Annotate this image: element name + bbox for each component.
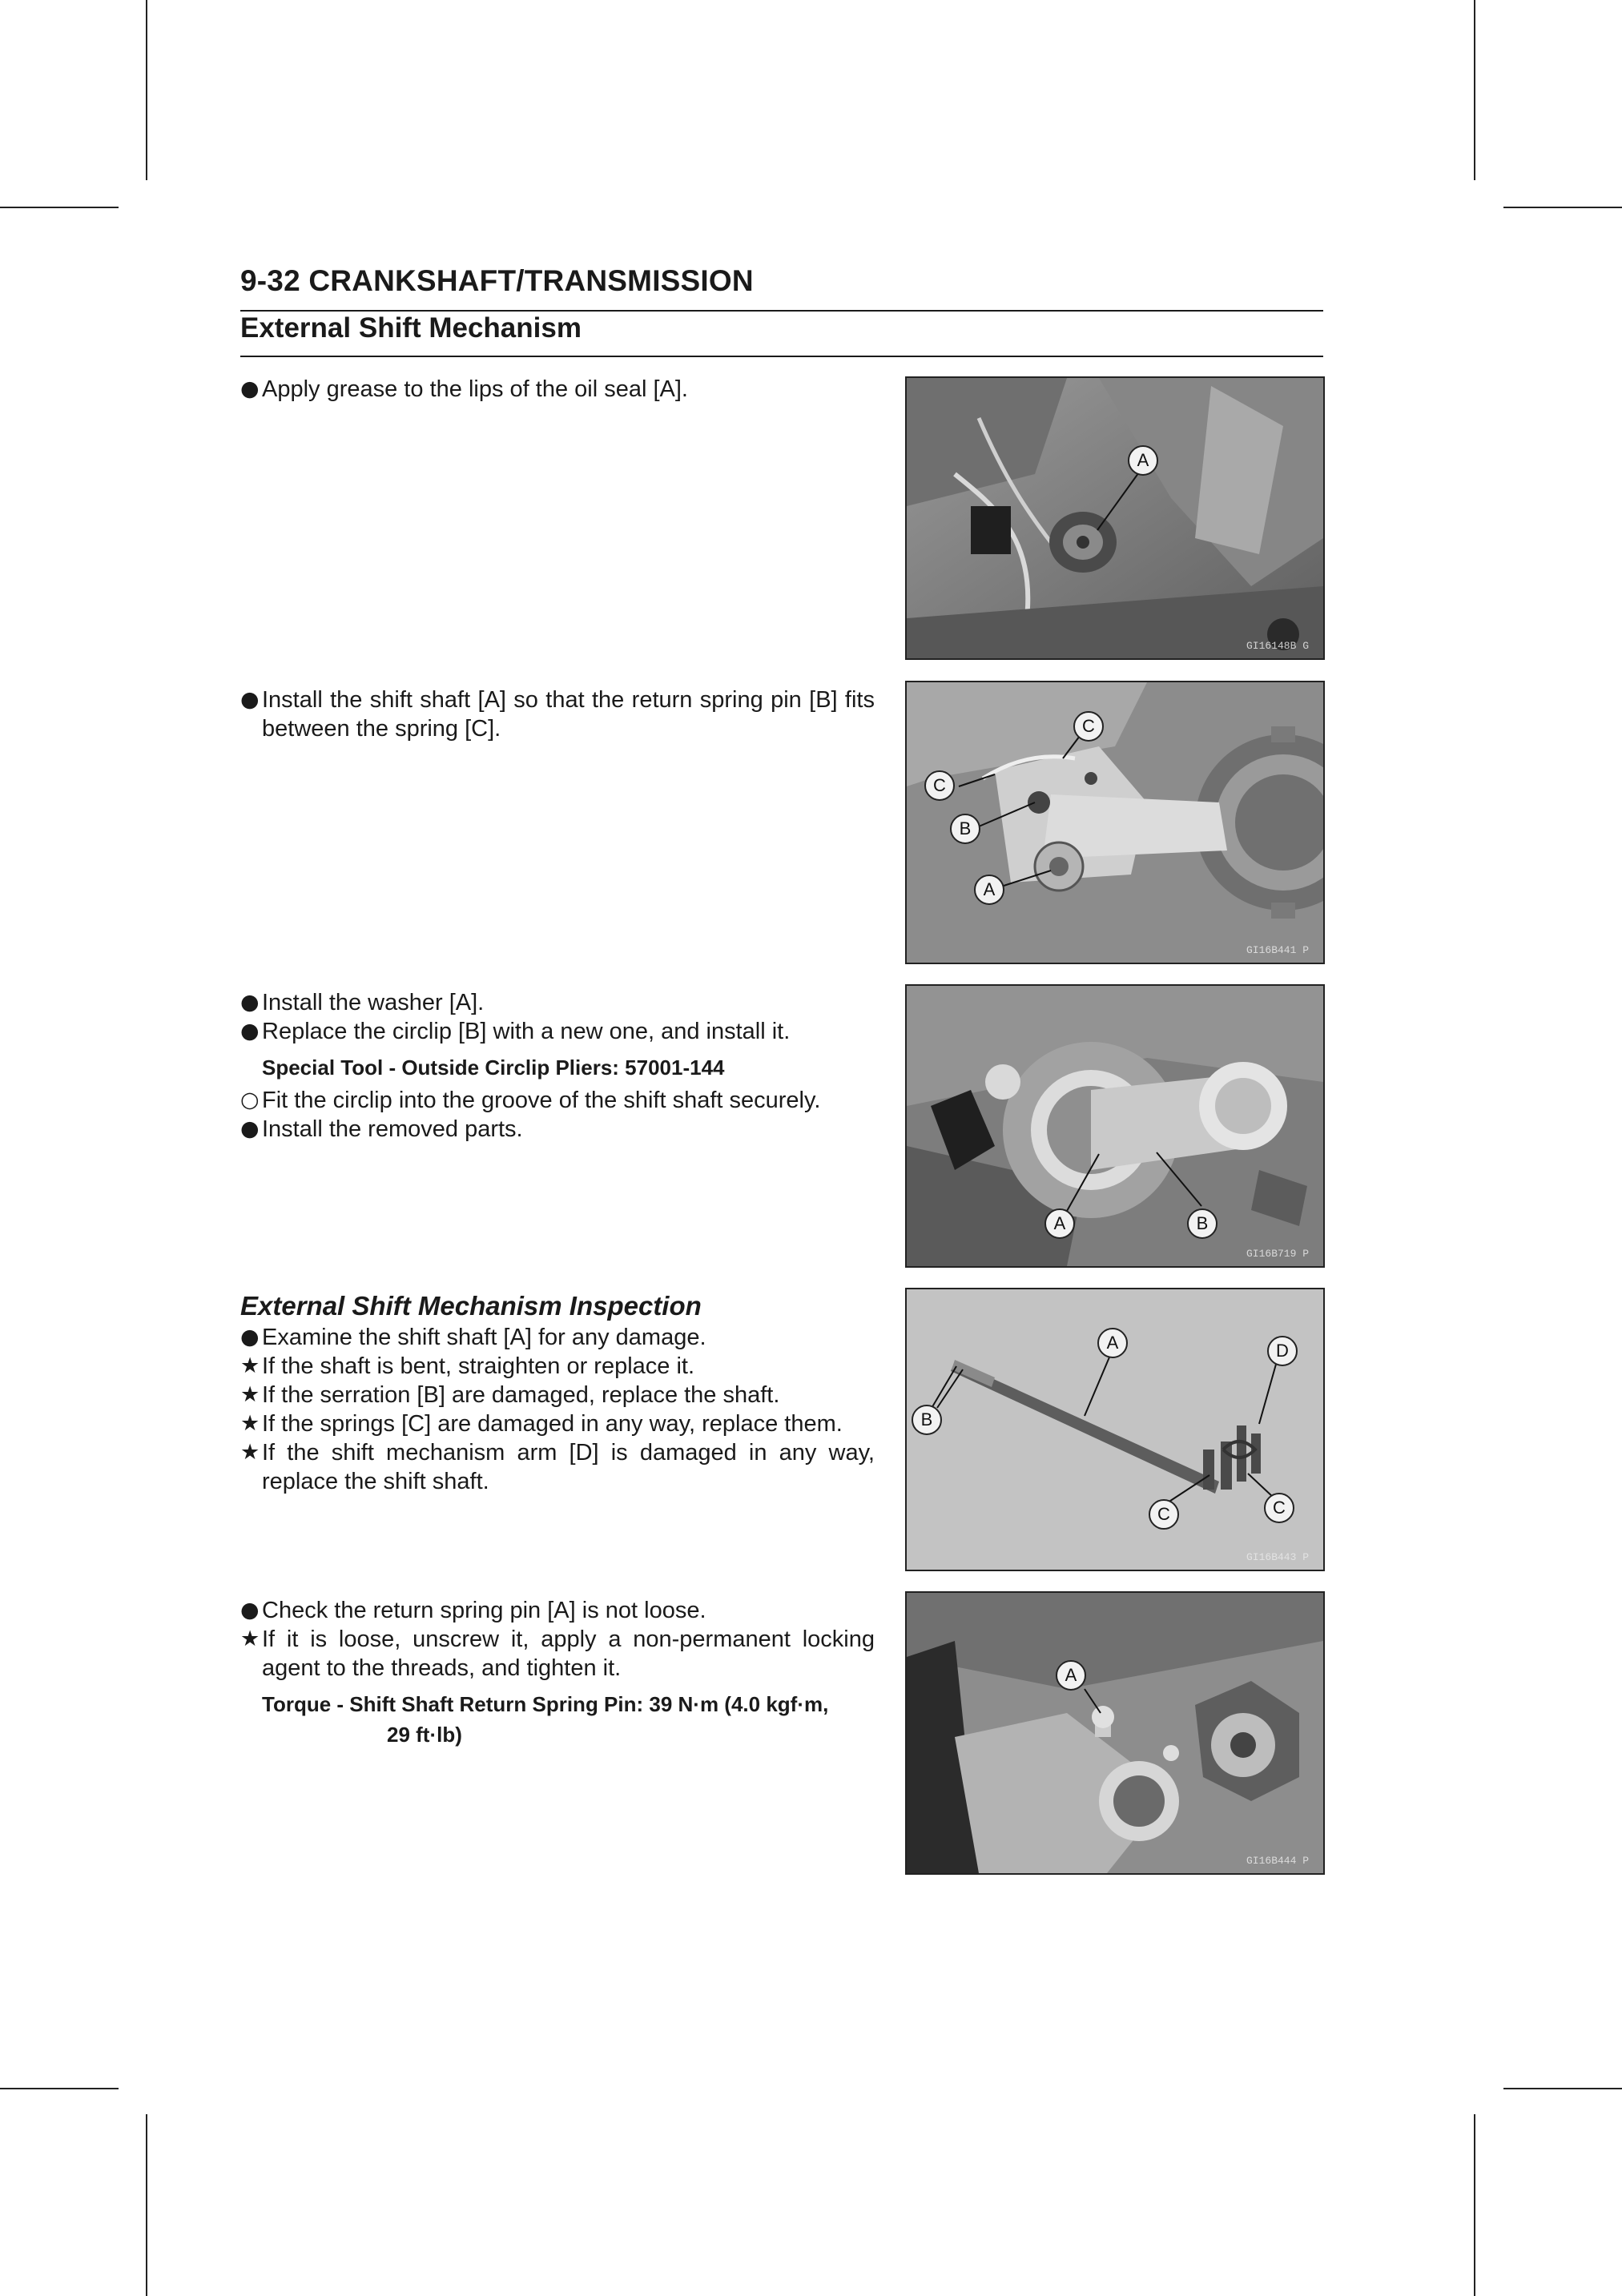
- callout-label: A: [1044, 1208, 1075, 1239]
- special-tool-note: Special Tool - Outside Circlip Pliers: 57001-144: [262, 1056, 725, 1080]
- callout-label: B: [912, 1405, 942, 1435]
- callout-label: C: [1149, 1499, 1179, 1530]
- figure-return-spring-pin: [905, 1591, 1325, 1875]
- section-title: External Shift Mechanism: [240, 312, 582, 344]
- step-1-text: [240, 375, 875, 404]
- item-text: Examine the shift shaft [A] for any damage.: [262, 1325, 706, 1350]
- callout-label: B: [950, 814, 980, 844]
- item-text: Install the washer [A].: [262, 990, 485, 1015]
- step-4-text: [240, 1291, 875, 1496]
- item-text: If the shift mechanism arm [D] is damaged in any way, replace the shift shaft.: [262, 1440, 875, 1494]
- return-spring-pin-photo: [907, 1593, 1323, 1873]
- bullet-marker: ●: [240, 1116, 260, 1141]
- list-item: [240, 1115, 875, 1144]
- callout-label: C: [924, 770, 955, 801]
- list-item: [240, 1017, 875, 1046]
- step-3-text: [240, 988, 875, 1144]
- bullet-marker: ●: [240, 990, 260, 1015]
- callout-label: C: [1073, 711, 1104, 742]
- oil-seal-photo: [907, 378, 1323, 658]
- list-item: [240, 375, 875, 404]
- page-title: 9-32 CRANKSHAFT/TRANSMISSION: [240, 264, 754, 297]
- item-text: If the serration [B] are damaged, replace the shaft.: [262, 1382, 780, 1408]
- crop-mark: [146, 2114, 147, 2296]
- section-rule: [240, 356, 1323, 357]
- item-text: Replace the circlip [B] with a new one, and install it.: [262, 1019, 791, 1044]
- step-2-text: [240, 686, 875, 743]
- open-bullet-marker: ○: [240, 1088, 260, 1112]
- callout-label: B: [1187, 1208, 1218, 1239]
- torque-spec: [240, 1689, 875, 1750]
- figure-shift-shaft-inspection: [905, 1288, 1325, 1571]
- bullet-marker: ●: [240, 687, 260, 712]
- crop-mark: [0, 207, 119, 208]
- list-item: [240, 686, 875, 743]
- step-5-text: [240, 1596, 875, 1750]
- list-item: [240, 988, 875, 1017]
- star-marker: ★: [240, 1411, 260, 1436]
- figure-code: GI16B719 P: [1246, 1248, 1309, 1260]
- item-text: Install the removed parts.: [262, 1116, 523, 1142]
- figure-code: GI16B444 P: [1246, 1855, 1309, 1867]
- title-rule: [240, 310, 1323, 312]
- callout-label: D: [1267, 1336, 1298, 1366]
- crop-mark: [1503, 207, 1622, 208]
- bullet-marker: ●: [240, 1325, 260, 1349]
- item-text: Install the shift shaft [A] so that the return spring pin [B] fits between the spring [C].: [262, 687, 875, 742]
- torque-label: Torque -: [262, 1692, 350, 1716]
- list-item: [240, 1086, 875, 1115]
- bullet-marker: ●: [240, 1598, 260, 1622]
- list-item: [240, 1596, 875, 1625]
- callout-label: A: [1128, 445, 1158, 476]
- callout-label: C: [1264, 1493, 1294, 1523]
- list-item: [240, 1409, 875, 1438]
- item-text: If the shaft is bent, straighten or replace it.: [262, 1353, 695, 1379]
- star-marker: ★: [240, 1382, 260, 1407]
- list-item: [240, 1381, 875, 1409]
- figure-code: GI16B443 P: [1246, 1551, 1309, 1563]
- torque-value: Shift Shaft Return Spring Pin: 39 N·m (4.0 kgf·m,: [349, 1692, 829, 1716]
- list-item: [240, 1323, 875, 1352]
- bullet-marker: ●: [240, 1019, 260, 1043]
- list-item: [240, 1352, 875, 1381]
- item-text: If it is loose, unscrew it, apply a non-permanent locking agent to the threads, and tighten it.: [262, 1627, 875, 1681]
- crop-mark: [0, 2088, 119, 2089]
- callout-label: A: [1097, 1328, 1128, 1358]
- figure-shift-shaft-install: [905, 681, 1325, 964]
- washer-circlip-photo: [907, 986, 1323, 1266]
- star-marker: ★: [240, 1440, 260, 1465]
- figure-code: GI16B441 P: [1246, 944, 1309, 956]
- bullet-marker: ●: [240, 376, 260, 401]
- figure-oil-seal: [905, 376, 1325, 660]
- item-text: Fit the circlip into the groove of the shift shaft securely.: [262, 1088, 821, 1113]
- item-text: Apply grease to the lips of the oil seal [A].: [262, 376, 688, 402]
- torque-value-continued: 29 ft·lb): [387, 1723, 462, 1747]
- item-text: If the springs [C] are damaged in any way, replace them.: [262, 1411, 843, 1437]
- list-item: [240, 1438, 875, 1496]
- figure-code: GI16148B G: [1246, 640, 1309, 652]
- callout-label: A: [974, 875, 1004, 905]
- figure-washer-circlip: [905, 984, 1325, 1268]
- callout-label: A: [1056, 1660, 1086, 1691]
- star-marker: ★: [240, 1627, 260, 1651]
- crop-mark: [1503, 2088, 1622, 2089]
- crop-mark: [1474, 2114, 1475, 2296]
- inspection-subheading: External Shift Mechanism Inspection: [240, 1291, 702, 1321]
- crop-mark: [1474, 0, 1475, 180]
- list-item: [240, 1625, 875, 1683]
- item-text: Check the return spring pin [A] is not loose.: [262, 1598, 706, 1623]
- star-marker: ★: [240, 1353, 260, 1378]
- crop-mark: [146, 0, 147, 180]
